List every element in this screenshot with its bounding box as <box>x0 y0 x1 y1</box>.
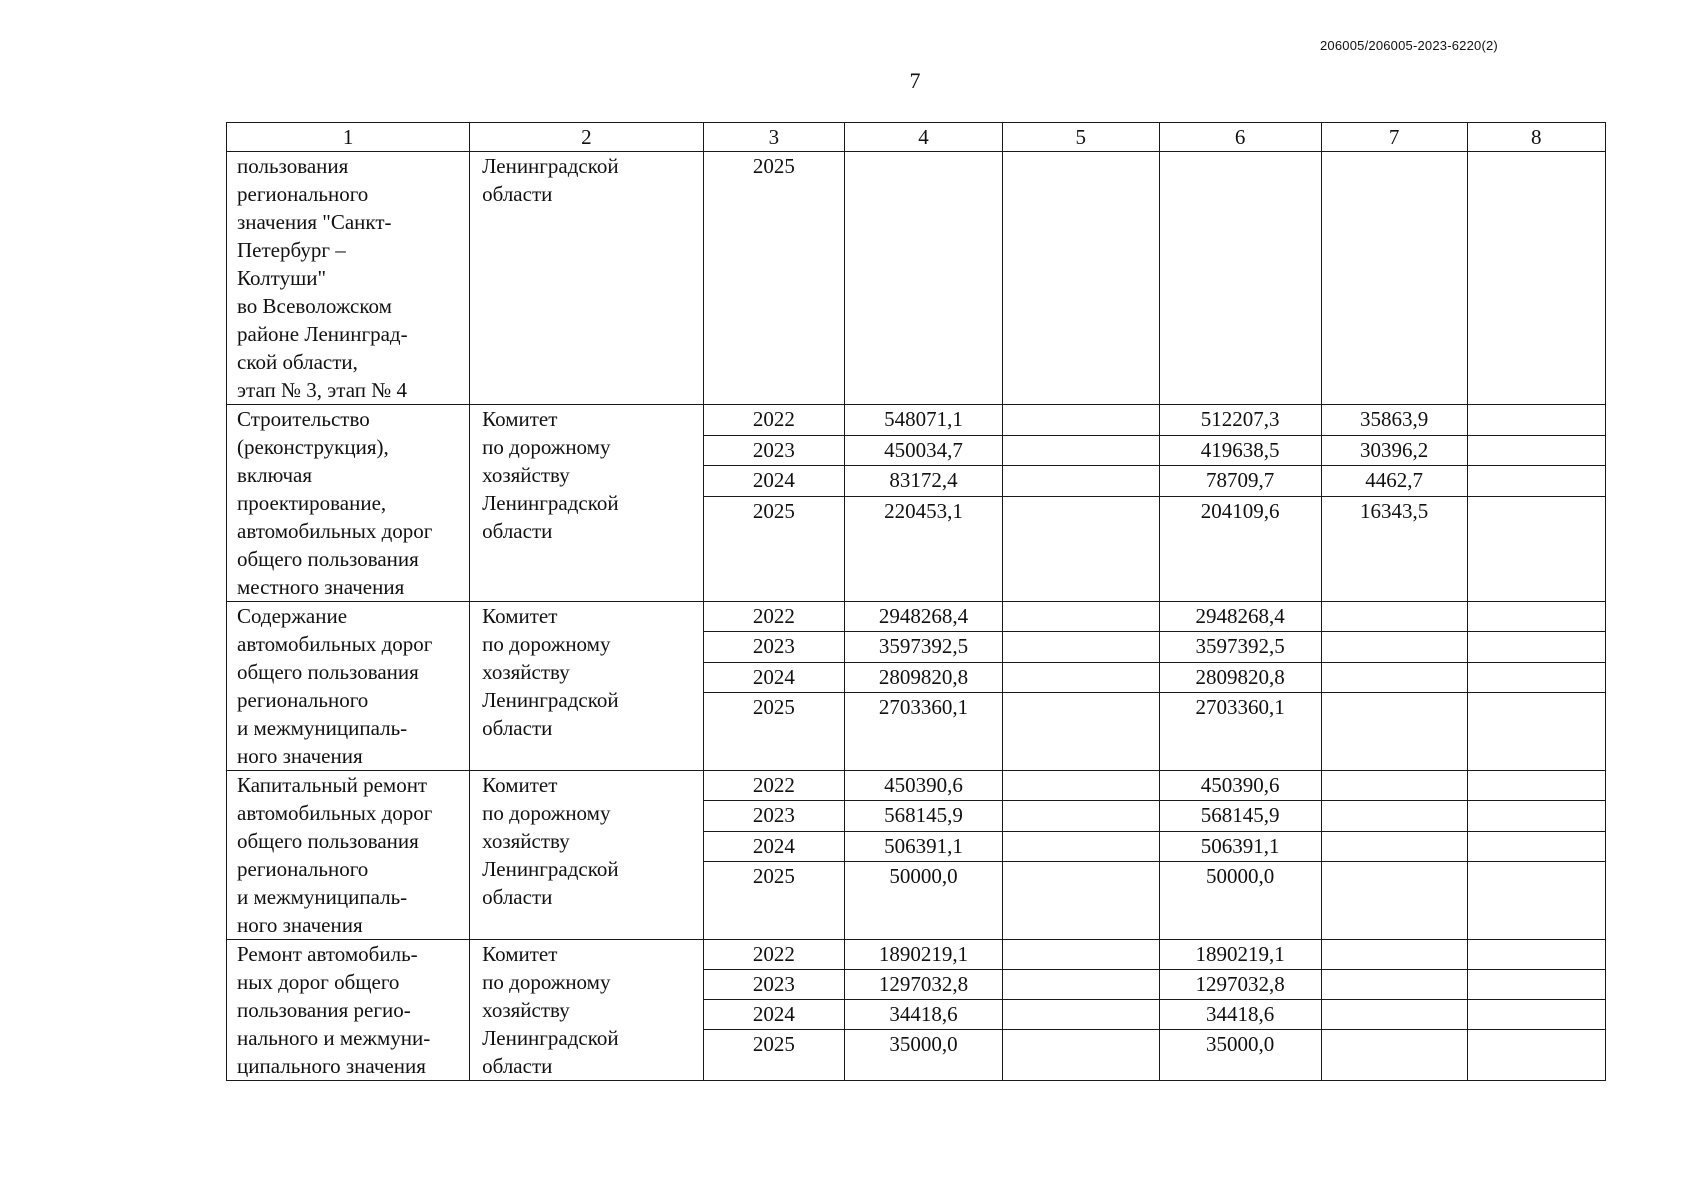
amount-cell-c4: 34418,6 <box>845 1000 1003 1030</box>
amount-cell-c5 <box>1002 405 1159 436</box>
amount-cell-c4: 1890219,1 <box>845 940 1003 970</box>
amount-cell-c6: 50000,0 <box>1159 862 1321 940</box>
amount-cell-c6: 34418,6 <box>1159 1000 1321 1030</box>
amount-cell-c5 <box>1002 693 1159 771</box>
work-description: Капитальный ремонт автомобильных дорог общего пользования регионального и межмуниципаль- ного значения <box>227 771 470 940</box>
page-number: 7 <box>909 68 921 93</box>
amount-cell-c8 <box>1467 466 1605 497</box>
amount-cell-c7: 30396,2 <box>1321 435 1467 466</box>
amount-cell-c5 <box>1002 862 1159 940</box>
amount-cell-c7: 4462,7 <box>1321 466 1467 497</box>
amount-cell-c4: 2809820,8 <box>845 662 1003 692</box>
amount-cell-c8 <box>1467 693 1605 771</box>
column-header: 8 <box>1467 123 1605 152</box>
amount-cell-c8 <box>1467 632 1605 662</box>
amount-cell-c4: 2948268,4 <box>845 602 1003 632</box>
amount-cell-c8 <box>1467 497 1605 602</box>
amount-cell-c5 <box>1002 1000 1159 1030</box>
amount-cell-c5 <box>1002 771 1159 801</box>
amount-cell-c7 <box>1321 801 1467 831</box>
amount-cell-c6: 419638,5 <box>1159 435 1321 466</box>
amount-cell-c6: 35000,0 <box>1159 1030 1321 1081</box>
document-id: 206005/206005-2023-6220(2) <box>1320 38 1498 53</box>
amount-cell-c6: 1890219,1 <box>1159 940 1321 970</box>
amount-cell-c7 <box>1321 862 1467 940</box>
amount-cell-c4: 3597392,5 <box>845 632 1003 662</box>
amount-cell-c6: 78709,7 <box>1159 466 1321 497</box>
amount-cell-c8 <box>1467 1000 1605 1030</box>
amount-cell-c8 <box>1467 602 1605 632</box>
table-row <box>227 602 1606 632</box>
year-cell: 2025 <box>703 152 845 405</box>
amount-cell-c7: 16343,5 <box>1321 497 1467 602</box>
amount-cell-c8 <box>1467 970 1605 1000</box>
amount-cell-c7 <box>1321 771 1467 801</box>
amount-cell-c4: 506391,1 <box>845 831 1003 861</box>
amount-cell-c7 <box>1321 940 1467 970</box>
amount-cell-c6: 506391,1 <box>1159 831 1321 861</box>
amount-cell-c8 <box>1467 405 1605 436</box>
column-header: 7 <box>1321 123 1467 152</box>
year-cell: 2025 <box>703 497 845 602</box>
amount-cell-c4: 1297032,8 <box>845 970 1003 1000</box>
responsible-organization: Комитет по дорожному хозяйству Ленинградской области <box>470 940 703 1081</box>
year-cell: 2022 <box>703 602 845 632</box>
amount-cell-c5 <box>1002 662 1159 692</box>
amount-cell-c6 <box>1159 152 1321 405</box>
budget-table <box>226 122 1606 1081</box>
amount-cell-c8 <box>1467 940 1605 970</box>
year-cell: 2024 <box>703 831 845 861</box>
amount-cell-c6: 2809820,8 <box>1159 662 1321 692</box>
amount-cell-c8 <box>1467 435 1605 466</box>
year-cell: 2022 <box>703 771 845 801</box>
amount-cell-c4: 568145,9 <box>845 801 1003 831</box>
amount-cell-c5 <box>1002 632 1159 662</box>
amount-cell-c4 <box>845 152 1003 405</box>
work-description: Ремонт автомобиль- ных дорог общего пользования регио- нального и межмуни- ципального значения <box>227 940 470 1081</box>
year-cell: 2025 <box>703 862 845 940</box>
table-header-row <box>227 123 1606 152</box>
amount-cell-c7 <box>1321 602 1467 632</box>
amount-cell-c7 <box>1321 970 1467 1000</box>
amount-cell-c7 <box>1321 693 1467 771</box>
amount-cell-c4: 450390,6 <box>845 771 1003 801</box>
amount-cell-c7 <box>1321 662 1467 692</box>
year-cell: 2025 <box>703 693 845 771</box>
amount-cell-c7 <box>1321 1030 1467 1081</box>
amount-cell-c8 <box>1467 1030 1605 1081</box>
column-header: 6 <box>1159 123 1321 152</box>
amount-cell-c4: 83172,4 <box>845 466 1003 497</box>
column-header: 2 <box>470 123 703 152</box>
amount-cell-c8 <box>1467 152 1605 405</box>
year-cell: 2023 <box>703 970 845 1000</box>
column-header: 4 <box>845 123 1003 152</box>
amount-cell-c4: 2703360,1 <box>845 693 1003 771</box>
amount-cell-c6: 568145,9 <box>1159 801 1321 831</box>
amount-cell-c4: 50000,0 <box>845 862 1003 940</box>
amount-cell-c7 <box>1321 831 1467 861</box>
amount-cell-c8 <box>1467 862 1605 940</box>
amount-cell-c4: 220453,1 <box>845 497 1003 602</box>
work-description: пользования регионального значения "Санкт- Петербург – Колтуши" во Всеволожском районе Ленинград- ской области, этап № 3, этап № 4 <box>227 152 470 405</box>
amount-cell-c5 <box>1002 801 1159 831</box>
amount-cell-c5 <box>1002 602 1159 632</box>
responsible-organization: Ленинградской области <box>470 152 703 405</box>
amount-cell-c6: 512207,3 <box>1159 405 1321 436</box>
responsible-organization: Комитет по дорожному хозяйству Ленинградской области <box>470 602 703 771</box>
amount-cell-c5 <box>1002 152 1159 405</box>
table-row <box>227 771 1606 801</box>
column-header: 3 <box>703 123 845 152</box>
amount-cell-c6: 3597392,5 <box>1159 632 1321 662</box>
year-cell: 2023 <box>703 632 845 662</box>
amount-cell-c7 <box>1321 632 1467 662</box>
amount-cell-c5 <box>1002 970 1159 1000</box>
responsible-organization: Комитет по дорожному хозяйству Ленинградской области <box>470 771 703 940</box>
amount-cell-c5 <box>1002 940 1159 970</box>
amount-cell-c4: 450034,7 <box>845 435 1003 466</box>
amount-cell-c8 <box>1467 771 1605 801</box>
table-row <box>227 152 1606 405</box>
amount-cell-c8 <box>1467 831 1605 861</box>
amount-cell-c7: 35863,9 <box>1321 405 1467 436</box>
amount-cell-c6: 450390,6 <box>1159 771 1321 801</box>
year-cell: 2023 <box>703 801 845 831</box>
column-header: 5 <box>1002 123 1159 152</box>
year-cell: 2024 <box>703 662 845 692</box>
amount-cell-c7 <box>1321 1000 1467 1030</box>
amount-cell-c5 <box>1002 435 1159 466</box>
amount-cell-c8 <box>1467 662 1605 692</box>
table-row <box>227 940 1606 970</box>
year-cell: 2025 <box>703 1030 845 1081</box>
year-cell: 2023 <box>703 435 845 466</box>
amount-cell-c5 <box>1002 466 1159 497</box>
amount-cell-c7 <box>1321 152 1467 405</box>
year-cell: 2022 <box>703 405 845 436</box>
year-cell: 2024 <box>703 1000 845 1030</box>
year-cell: 2022 <box>703 940 845 970</box>
amount-cell-c6: 204109,6 <box>1159 497 1321 602</box>
amount-cell-c6: 2703360,1 <box>1159 693 1321 771</box>
year-cell: 2024 <box>703 466 845 497</box>
amount-cell-c5 <box>1002 1030 1159 1081</box>
amount-cell-c6: 2948268,4 <box>1159 602 1321 632</box>
amount-cell-c4: 35000,0 <box>845 1030 1003 1081</box>
amount-cell-c5 <box>1002 831 1159 861</box>
work-description: Содержание автомобильных дорог общего пользования регионального и межмуниципаль- ного значения <box>227 602 470 771</box>
column-header: 1 <box>227 123 470 152</box>
amount-cell-c5 <box>1002 497 1159 602</box>
amount-cell-c6: 1297032,8 <box>1159 970 1321 1000</box>
amount-cell-c8 <box>1467 801 1605 831</box>
work-description: Строительство (реконструкция), включая проектирование, автомобильных дорог общего пользования местного значения <box>227 405 470 602</box>
amount-cell-c4: 548071,1 <box>845 405 1003 436</box>
responsible-organization: Комитет по дорожному хозяйству Ленинградской области <box>470 405 703 602</box>
table-row <box>227 405 1606 436</box>
